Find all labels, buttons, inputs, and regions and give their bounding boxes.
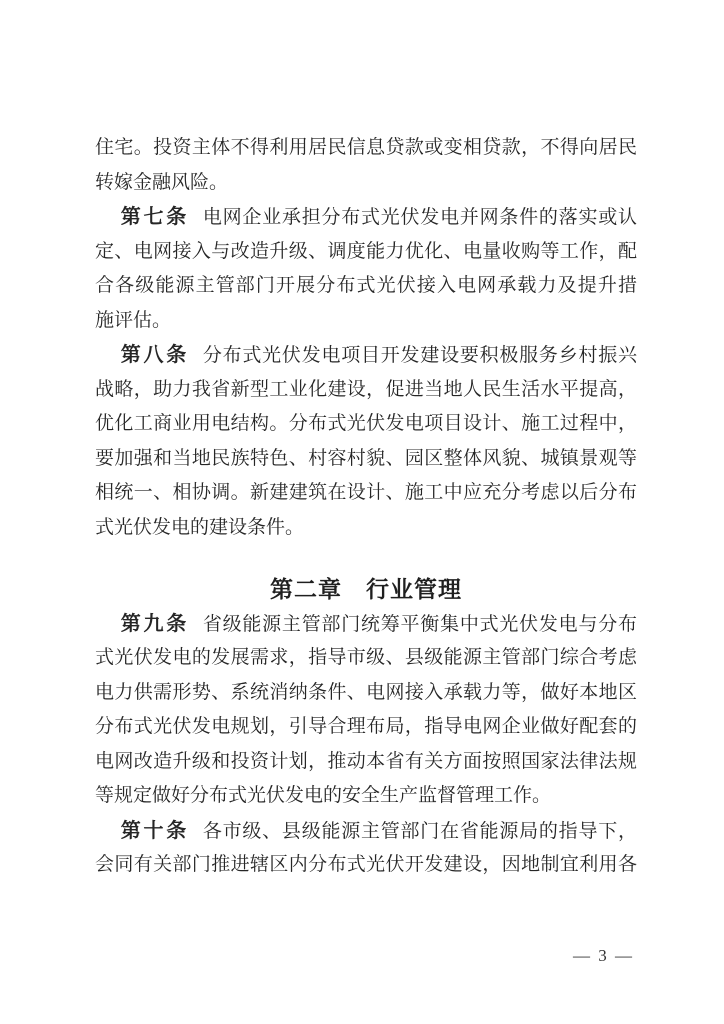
text-line: 电网改造升级和投资计划，推动本省有关方面按照国家法律法规 xyxy=(95,750,637,772)
text-line: 转嫁金融风险。 xyxy=(95,171,229,193)
paragraph-indent xyxy=(95,218,120,219)
line-text: 电网企业承担分布式光伏发电并网条件的落实或认 xyxy=(202,207,637,228)
text-line: 战略，助力我省新型工业化建设，促进当地人民生活水平提高， xyxy=(95,378,637,400)
document-body xyxy=(95,131,637,883)
label-gap xyxy=(189,832,202,833)
line-text: 分布式光伏发电项目开发建设要积极服务乡村振兴 xyxy=(202,345,637,366)
text-line-article-9-start xyxy=(95,607,637,642)
paragraph-indent xyxy=(95,356,120,357)
label-gap xyxy=(189,625,202,626)
page-number: — 3 — xyxy=(573,946,634,965)
label-gap xyxy=(189,218,202,219)
article-8-label: 第八条 xyxy=(120,344,190,366)
text-line-article-7-start xyxy=(95,200,637,235)
label-gap xyxy=(189,356,202,357)
text-line: 合各级能源主管部门开展分布式光伏接入电网承载力及提升措 xyxy=(95,275,637,296)
text-line: 会同有关部门推进辖区内分布式光伏开发建设，因地制宜利用各 xyxy=(95,854,637,875)
line-text: 省级能源主管部门统筹平衡集中式光伏发电与分布 xyxy=(202,613,637,635)
text-line: 式光伏发电的建设条件。 xyxy=(95,516,305,538)
text-line: 式光伏发电的发展需求，指导市级、县级能源主管部门综合考虑 xyxy=(95,647,637,668)
line-text: 各市级、县级能源主管部门在省能源局的指导下， xyxy=(202,820,637,842)
text-line: 住宅。投资主体不得利用居民信息贷款或变相贷款，不得向居民 xyxy=(95,137,637,158)
paragraph-indent xyxy=(95,625,120,626)
chapter-heading: 第二章 行业管理 xyxy=(270,576,462,602)
article-7-label: 第七条 xyxy=(120,206,190,228)
article-10-label: 第十条 xyxy=(120,819,190,842)
text-line-article-8-start xyxy=(95,338,637,373)
text-line: 电力供需形势、系统消纳条件、电网接入承载力等，做好本地区 xyxy=(95,681,637,703)
text-line: 定、电网接入与改造升级、调度能力优化、电量收购等工作，配 xyxy=(95,240,637,262)
text-line: 要加强和当地民族特色、村容村貌、园区整体风貌、城镇景观等 xyxy=(95,447,637,469)
text-line: 优化工商业用电结构。分布式光伏发电项目设计、施工过程中， xyxy=(95,413,637,434)
text-line-article-10-start xyxy=(95,814,637,849)
text-line: 施评估。 xyxy=(95,309,172,331)
text-line: 分布式光伏发电规划，引导合理布局，指导电网企业做好配套的 xyxy=(95,716,637,737)
article-9-label: 第九条 xyxy=(120,612,190,635)
text-line: 相统一、相协调。新建建筑在设计、施工中应充分考虑以后分布 xyxy=(95,482,637,503)
text-line: 等规定做好分布式光伏发电的安全生产监督管理工作。 xyxy=(95,785,552,806)
paragraph-indent xyxy=(95,832,120,833)
